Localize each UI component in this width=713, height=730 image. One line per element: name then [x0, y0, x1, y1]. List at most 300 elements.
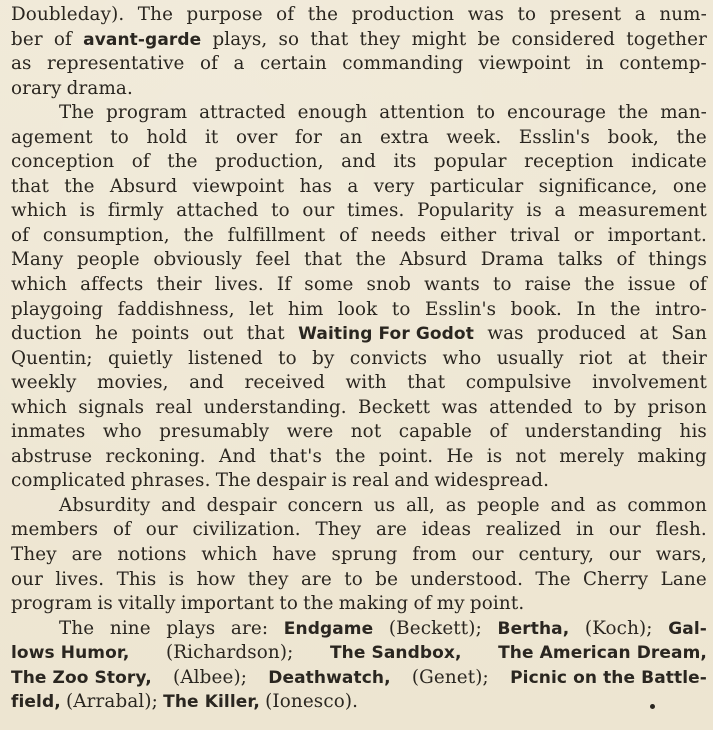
word: a [347, 175, 359, 197]
word: our [471, 544, 504, 566]
word: and [394, 470, 430, 492]
word: one [672, 175, 707, 197]
word: as [596, 494, 617, 516]
word: significance, [538, 175, 658, 197]
bold-term: The Zoo Story, [11, 667, 152, 688]
word: of [489, 421, 508, 443]
word: of [112, 519, 132, 541]
word: playgoing [11, 298, 104, 320]
bold-term: Endgame [283, 618, 374, 639]
word: fulfillment [227, 224, 326, 246]
word: Doubleday). [11, 4, 125, 25]
word: Quentin; [11, 347, 93, 369]
word: They [315, 519, 362, 541]
word: a [233, 53, 245, 75]
word: was [467, 4, 505, 25]
word: Lane [660, 568, 707, 590]
word: to [110, 126, 129, 148]
word: program [106, 102, 188, 124]
word: our [11, 568, 43, 590]
word: making [338, 593, 409, 615]
word: They [11, 544, 57, 566]
word: in [585, 53, 604, 75]
word: week. [446, 126, 502, 148]
word: over [235, 126, 278, 148]
word: are [300, 568, 332, 590]
word: which [11, 200, 68, 222]
word: attended [489, 396, 573, 418]
word: to [476, 102, 496, 124]
word: the [64, 175, 95, 197]
word: and [550, 494, 586, 516]
word: from [412, 544, 457, 566]
word: is [526, 200, 542, 222]
word: my [436, 593, 465, 615]
word: not [350, 421, 382, 443]
word: hold [146, 126, 188, 148]
text-line [11, 150, 707, 175]
word: let [249, 298, 274, 320]
word: notions [117, 544, 187, 566]
word: either [440, 224, 497, 246]
word: of [11, 224, 30, 246]
bold-term: The Sandbox, [329, 643, 462, 664]
word: talks [557, 249, 603, 271]
word: involvement [592, 372, 707, 394]
word: is [97, 593, 113, 615]
word: The [59, 617, 95, 639]
word: movies, [96, 372, 169, 394]
word: of [53, 28, 72, 50]
word: to [493, 274, 512, 296]
word: to [271, 200, 290, 222]
word: in [576, 519, 595, 541]
bold-term: Gal- [668, 618, 707, 639]
word: extra [380, 126, 429, 148]
word: their [156, 274, 202, 296]
word: a [554, 200, 566, 222]
word: compulsive [465, 372, 572, 394]
word: the [303, 593, 334, 615]
word: point. [378, 445, 434, 467]
word: present [549, 4, 622, 25]
word: and [341, 151, 376, 173]
word: Many [11, 249, 64, 271]
word: for [295, 126, 322, 148]
word: he [95, 323, 119, 345]
word: were [286, 421, 334, 443]
word: enough [297, 102, 368, 124]
word: the [617, 102, 649, 124]
word: understanding [524, 421, 663, 443]
word: phrases. [130, 470, 211, 492]
word: listened [188, 347, 263, 369]
word: abstruse [11, 445, 93, 467]
word: trival [510, 224, 560, 246]
word: making [637, 445, 707, 467]
word: are [71, 544, 103, 566]
word: quietly [108, 347, 173, 369]
word: Beckett [358, 396, 431, 418]
word: has [299, 175, 333, 197]
word: a [634, 4, 646, 25]
word: purpose [186, 4, 263, 25]
word: was [441, 396, 478, 418]
word: to [279, 593, 298, 615]
word: have [272, 544, 317, 566]
text-line [11, 52, 707, 77]
word: considered [511, 28, 616, 50]
text-line [11, 494, 707, 519]
word: indicate [631, 151, 707, 173]
word: If [276, 274, 292, 296]
text-line [11, 518, 707, 543]
word: understanding. [203, 396, 347, 418]
text-line [11, 101, 707, 126]
word: certain [260, 53, 327, 75]
word: despair [256, 470, 327, 492]
text-line [11, 666, 707, 691]
word: riot [578, 347, 613, 369]
word: production, [215, 151, 324, 173]
word: is [331, 470, 348, 492]
word: very [373, 175, 415, 197]
word: lives. [55, 568, 105, 590]
word: that [246, 323, 285, 345]
word: In [576, 298, 596, 320]
word: as [445, 494, 467, 516]
word: important. [607, 224, 707, 246]
bold-term: Bertha, [497, 618, 570, 639]
word: (Ionesco). [265, 691, 359, 713]
word: measurement [578, 200, 707, 222]
text-line [11, 469, 707, 494]
word: viewpoint [478, 53, 571, 75]
word: they [247, 568, 289, 590]
bold-term: field, [11, 692, 61, 713]
word: important [180, 593, 275, 615]
bold-term: The American Dream, [498, 643, 707, 664]
text-line [11, 371, 707, 396]
word: plays [166, 617, 216, 639]
word: is [486, 445, 503, 467]
bold-term: Deathwatch, [268, 667, 391, 688]
word: people [76, 249, 140, 271]
word: by [613, 396, 637, 418]
word: And [218, 445, 257, 467]
word: concern [287, 494, 364, 516]
word: received [244, 372, 325, 394]
word: Popularity [417, 200, 514, 222]
text-line [11, 420, 707, 445]
word: orary [11, 77, 62, 99]
word: encourage [507, 102, 607, 124]
word: issue [627, 274, 676, 296]
text-line [11, 199, 707, 224]
word: num- [659, 4, 707, 25]
word: despair [206, 494, 277, 516]
word: of [688, 274, 707, 296]
word: an [339, 126, 363, 148]
bold-term: The Killer, [163, 692, 260, 713]
text-line [11, 273, 707, 298]
word: of [616, 249, 635, 271]
text-line [11, 617, 707, 642]
word: complicated [11, 470, 126, 492]
word: Esslin's [518, 126, 591, 148]
word: which [201, 544, 258, 566]
word: book. [510, 298, 563, 320]
word: wants [424, 274, 480, 296]
word: their [661, 347, 707, 369]
word: to [344, 568, 363, 590]
word: the [355, 249, 387, 271]
word: duction [11, 323, 82, 345]
word: faddishness, [117, 298, 235, 320]
word: wars, [655, 544, 707, 566]
word: convicts [349, 347, 428, 369]
word: Esslin's [425, 298, 497, 320]
word: intro- [655, 298, 707, 320]
word: of [413, 593, 432, 615]
word: produced [537, 323, 626, 345]
word: prison [647, 396, 707, 418]
text-line [11, 28, 707, 53]
word: and [189, 372, 224, 394]
word: of [339, 224, 358, 246]
word: out [202, 323, 234, 345]
word: consumption, [42, 224, 170, 246]
word: weekly [11, 372, 77, 394]
word: vitally [118, 593, 176, 615]
text-line [11, 690, 707, 715]
bold-term: lows Humor, [11, 643, 130, 664]
word: civilization. [192, 519, 301, 541]
word: might [411, 28, 467, 50]
word: be [477, 28, 501, 50]
word: be [375, 568, 399, 590]
word: members [11, 519, 99, 541]
word: are: [230, 617, 269, 639]
word: representative [47, 53, 185, 75]
word: as [11, 53, 32, 75]
text-line [11, 543, 707, 568]
word: viewpoint [192, 175, 285, 197]
word: popular [433, 151, 507, 173]
text-line [11, 298, 707, 323]
word: people [476, 494, 540, 516]
word: Cherry [583, 568, 649, 590]
word: to [517, 4, 537, 25]
word: ber [11, 28, 43, 50]
word: affects [80, 274, 144, 296]
word: The [137, 4, 174, 25]
word: who [442, 347, 482, 369]
word: conception [11, 151, 115, 173]
word: Absurd [109, 175, 178, 197]
word: lives. [214, 274, 264, 296]
word: all, [405, 494, 435, 516]
word: snob [366, 274, 412, 296]
word: common [627, 494, 707, 516]
word: man- [660, 102, 707, 124]
word: of [199, 53, 219, 75]
word: production [351, 4, 455, 25]
word: which [11, 396, 68, 418]
word: (Koch); [584, 617, 653, 639]
word: that [310, 28, 349, 50]
ink-speck [650, 704, 655, 709]
word: it [204, 126, 219, 148]
word: contemp- [619, 53, 707, 75]
word: century, [518, 544, 595, 566]
word: together [626, 28, 707, 50]
word: and [161, 494, 196, 516]
word: ideas [421, 519, 472, 541]
word: some [304, 274, 354, 296]
word: by [312, 347, 335, 369]
bold-term: avant-garde [83, 29, 202, 50]
word: understood. [410, 568, 524, 590]
word: sprung [331, 544, 398, 566]
word: to [278, 347, 297, 369]
word: to [583, 396, 603, 418]
text-line [11, 248, 707, 273]
word: his [679, 421, 707, 443]
word: the [183, 224, 214, 246]
word: Absurdity [59, 494, 151, 516]
word: real [352, 470, 390, 492]
word: is [168, 568, 185, 590]
word: (Genet); [411, 666, 489, 688]
word: feel [255, 249, 291, 271]
text-line [11, 322, 707, 347]
word: firmly [107, 200, 164, 222]
word: (Beckett); [388, 617, 482, 639]
word: The [535, 568, 571, 590]
text-line [11, 445, 707, 470]
word: usually [496, 347, 564, 369]
word: him [288, 298, 324, 320]
word: at [639, 323, 658, 345]
word: the [584, 274, 615, 296]
text-line [11, 3, 707, 28]
text-line [11, 347, 707, 372]
word: particular [429, 175, 524, 197]
text-line [11, 77, 707, 102]
word: that's [269, 445, 323, 467]
word: not [515, 445, 547, 467]
word: point. [469, 593, 525, 615]
word: real [155, 396, 193, 418]
word: that [304, 249, 343, 271]
word: San [671, 323, 707, 345]
word: (Arrabal); [66, 691, 158, 713]
word: us [373, 494, 396, 516]
word: to [391, 298, 411, 320]
word: drama. [66, 77, 133, 99]
word: attention [379, 102, 465, 124]
text-line [11, 126, 707, 151]
word: needs [370, 224, 427, 246]
article-body-text [11, 3, 707, 715]
word: This [116, 568, 157, 590]
word: its [393, 151, 417, 173]
word: obviously [153, 249, 242, 271]
word: (Richardson); [165, 642, 294, 664]
word: our [608, 544, 641, 566]
word: so [278, 28, 300, 50]
text-line [11, 568, 707, 593]
word: they [359, 28, 401, 50]
word: Drama [480, 249, 544, 271]
word: (Albee); [173, 666, 248, 688]
text-line [11, 396, 707, 421]
word: reception [524, 151, 614, 173]
word: nine [109, 617, 151, 639]
word: is [79, 200, 96, 222]
word: or [573, 224, 594, 246]
word: agement [11, 126, 93, 148]
word: points [131, 323, 190, 345]
word: at [627, 347, 647, 369]
word: that [11, 175, 49, 197]
word: how [196, 568, 236, 590]
word: things [648, 249, 707, 271]
word: capable [398, 421, 472, 443]
word: the [307, 4, 339, 25]
word: attached [176, 200, 259, 222]
bold-term: Waiting For Godot [298, 324, 474, 345]
word: with [345, 372, 387, 394]
bold-term: Picnic on the Battle- [510, 667, 707, 688]
word: raise [524, 274, 572, 296]
word: the [676, 126, 707, 148]
word: the [335, 445, 366, 467]
word: the [610, 298, 641, 320]
word: commanding [342, 53, 464, 75]
word: of [131, 151, 150, 173]
word: reckoning. [105, 445, 206, 467]
word: of [276, 4, 295, 25]
text-line [11, 641, 707, 666]
word: program [11, 593, 93, 615]
word: realized [485, 519, 562, 541]
text-line [11, 175, 707, 200]
word: are [376, 519, 407, 541]
word: Absurd [399, 249, 468, 271]
text-line [11, 224, 707, 249]
word: signals [78, 396, 145, 418]
word: was [487, 323, 524, 345]
word: the [167, 151, 198, 173]
word: our [608, 519, 641, 541]
word: our [302, 200, 335, 222]
word: our [145, 519, 178, 541]
word: He [446, 445, 474, 467]
word: presumably [159, 421, 270, 443]
word: inmates [11, 421, 86, 443]
word: look [337, 298, 378, 320]
word: who [102, 421, 142, 443]
word: attracted [199, 102, 286, 124]
word: merely [559, 445, 625, 467]
text-line [11, 592, 707, 617]
word: times. [347, 200, 405, 222]
word: widespread. [434, 470, 550, 492]
word: plays, [212, 28, 268, 50]
word: which [11, 274, 68, 296]
